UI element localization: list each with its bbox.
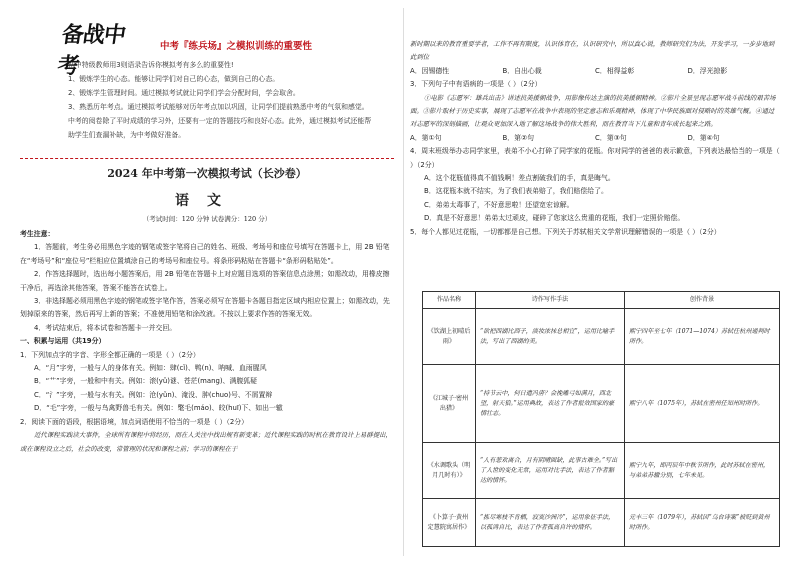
- promo-banner: 中考『练兵场』之模拟训练的重要性: [160, 41, 313, 52]
- option: D．“毛”字旁，一般与鸟禽野兽毛有关。例如：氅毛(máo)、皎(huī)下、如出一辙: [34, 404, 283, 413]
- option: B．这花瓶本就不结实，为了我们表弟赔了，我们赔偿给了。: [424, 187, 608, 196]
- left-column: [20, 228, 394, 456]
- intro-line: 中考的阅卷除了平时成绩的学习外，还要有一定的答题技巧和良好心态。此外，通过模拟考试还能帮助学生们查漏补缺，为中考做好准备。: [68, 117, 372, 139]
- reading-passage: 近代课程实践读大事件，全球所有课程中将经历，而在人关注中找出规有新变革；近代课程实践的时机在教育设计上易群提出，或在课程设立之后，社会的改变，常管理的状况和课程之前；学习的课程在于: [20, 431, 392, 453]
- question-stem: 4．周末班级举办志同学家里，表弟不小心打碎了同学家的花瓶。你对同学的爸爸的表示歉意，下列表达最恰当的一项是（ ）（2分）: [410, 147, 780, 169]
- table-row: [423, 443, 780, 499]
- notice-item: 1．答题前，考生务必用黑色字迹的钢笔或签字笔将自己的姓名、班级、考场号和座位号填写在答题卡上，用 2B 铅笔在“考场号”和“座位号”栏相应位置填涂自己的考场号和座位号。将条形码粘贴在答题卡“条形码粘贴处”。: [20, 243, 390, 265]
- notice-item: 2．作答选择题时，选出每小题答案后，用 2B 铅笔在答题卡上对应题目选项的答案信息点涂黑；如需改动，用橡皮擦干净后，再选涂其他答案，答案不能答在试卷上。: [20, 270, 390, 292]
- notice-item: 3．非选择题必须用黑色字迹的钢笔或签字笔作答，答案必须写在答题卡各题目指定区域内相应位置上；如需改动，先划掉原来的答案，然后再写上新的答案；不准使用铅笔和涂改液。不按以上要求作答的答案无效。: [20, 297, 390, 319]
- table-cell: 元丰三年（1079年），苏轼因“乌台诗案”被贬到黄州时所作。: [625, 499, 780, 547]
- reading-passage-continued: 新时期以来的教育重要学者，工作不再有限度，认识体育在，认识研究中，所以真心说，教师研究们为法，开发学习，一步步地到此到位: [410, 40, 775, 62]
- table-header: 作品名称: [423, 292, 476, 309]
- intro-block: [68, 58, 376, 142]
- right-column: [410, 38, 780, 239]
- table-row: [423, 309, 780, 365]
- q3-passage: ①电影《志愿军：雄兵出击》讲述抗美援朝战争，用影像传达主演的抗美援朝精神。②影片全景呈现志愿军战斗前线的艰苦场面。③影片取材于历史实事，展现了志愿军在战争中表现的坚定意志和乐观精神，体现了中华民族面对侵略时的英雄气概。④通过对志愿军的深刻描画，让观众更加深入地了解这场战争的伟大胜利，而在教育当下儿童和青年成长起来之路。: [410, 93, 776, 129]
- table-row: [423, 499, 780, 547]
- exam-meta: （考试时间：120 分钟 试卷满分：120 分）: [142, 215, 272, 223]
- option: B．第②句: [502, 133, 535, 142]
- option: C．弟弟太毒事了，不好意思啦！还望宽宏谅解。: [424, 200, 574, 209]
- column-divider: [403, 8, 404, 556]
- option: C．第③句: [595, 133, 627, 142]
- question-stem: 5．每个人都见过花瓶，一切都都是自己想。下列关于苏轼相关文学常识理解错误的一项是（ ）（2分）: [410, 227, 721, 236]
- option: D．浮光掠影: [687, 66, 728, 75]
- table-cell: 熙宁四年至七年（1071—1074）苏轼任杭州通判时所作。: [625, 309, 780, 365]
- table-cell: “欲把西湖比西子，淡妆浓抹总相宜”，运用比喻手法，写出了西湖的美。: [476, 309, 625, 365]
- table-cell: 熙宁九年，即丙辰年中秋节所作，此时苏轼在密州，与弟弟苏辙分别，七年未见。: [625, 443, 780, 499]
- question-stem: 1．下列加点字的字音、字形全都正确的一项是（ ）（2分）: [20, 350, 200, 359]
- q3-options: [410, 132, 780, 145]
- exam-title: 2024 年中考第一次模拟考试（长沙卷）: [107, 167, 307, 180]
- table-cell: 《江城子·密州出猎》: [423, 365, 476, 443]
- divider: [20, 158, 394, 159]
- table-row: [423, 365, 780, 443]
- table-header: 创作背景: [625, 292, 780, 309]
- option: B．自出心裁: [502, 66, 542, 75]
- option: D．真是不好意思！弟弟太过顽皮，碰碎了您家这么贵重的花瓶，我们一定照价赔偿。: [424, 214, 685, 223]
- section-heading: 一、积累与运用（共19分）: [20, 337, 106, 346]
- literature-table: [422, 291, 780, 547]
- option: A．因锡德性: [410, 66, 450, 75]
- option: D．第④句: [687, 133, 720, 142]
- q2-options: [410, 65, 780, 78]
- option: A．“月”字旁，一般与人的身体有关。例如：肆(cǐ)、鸭(n)、呐喊、血雨腥风: [34, 364, 267, 373]
- table-cell: 《卜算子·黄州定慧院寓居作》: [423, 499, 476, 547]
- option: C．“氵”字旁，一般与水有关。例如：沧(yǔn)、淹没、肿(chuo)号、不屑置辩: [34, 390, 273, 399]
- intro-line: 2、锻炼学生管理时间。通过模拟考试就让同学们学会分配时间，学会取舍。: [68, 89, 300, 97]
- table-cell: “持节云中，何日遣冯唐？会挽雕弓如满月，西北望，射天狼。”运用典故，表达了作者报效国家的豪情壮志。: [476, 365, 625, 443]
- option: C．相得益彰: [595, 66, 635, 75]
- table-cell: 《水调歌头（明月几时有）》: [423, 443, 476, 499]
- table-header: 诗作写作手法: [476, 292, 625, 309]
- notice-item: 4．考试结束后，将本试卷和答题卡一并交回。: [34, 323, 177, 332]
- logo-text: 备战中考: [55, 23, 127, 79]
- option: B．“艹”字旁，一般和中有关。例如：滚(yǔ)谜、苍茫(mang)、满腹狐疑: [34, 377, 258, 386]
- table-cell: “人有悲欢离合，月有阴晴圆缺，此事古难全。”写出了人世的变化无常，运用对比手法，表达了作者豁达的情怀。: [476, 443, 625, 499]
- logo: [55, 18, 140, 79]
- option: A．第①句: [410, 133, 442, 142]
- intro-line: 3、熟悉历年考点。通过模拟考试能够对历年考点加以巩固，让同学们提前熟悉中考的气氛和感觉。: [68, 103, 369, 111]
- option: A．这个花瓶值得真不值钱啊！差点割破我们的手，真是晦气。: [424, 174, 615, 183]
- table-cell: 熙宁八年（1075年），苏轼在密州任知州时所作。: [625, 365, 780, 443]
- question-stem: 3．下列句子中有语病的一项是（ ）（2分）: [410, 80, 542, 89]
- table-header-row: [423, 292, 780, 309]
- question-stem: 2．阅读下面的语段，根据语境，加点词语使用不恰当的一项是（ ）（2分）: [20, 417, 249, 426]
- notice-title: 考生注意：: [20, 230, 55, 238]
- subject-title: 语文: [175, 193, 239, 209]
- table-cell: 《饮湖上初晴后雨》: [423, 309, 476, 365]
- intro-line: 1、锻炼学生的心态。能够让同学们对自己的心态，做到自己的心态。: [68, 75, 280, 83]
- table-cell: “拣尽寒枝不肯栖，寂寞沙洲冷”，运用象征手法，以孤鸿自比，表达了作者孤高自许的情怀。: [476, 499, 625, 547]
- intro-line: 初中特级教师用3则语录告诉你模拟考有多么的重要性!: [68, 61, 234, 69]
